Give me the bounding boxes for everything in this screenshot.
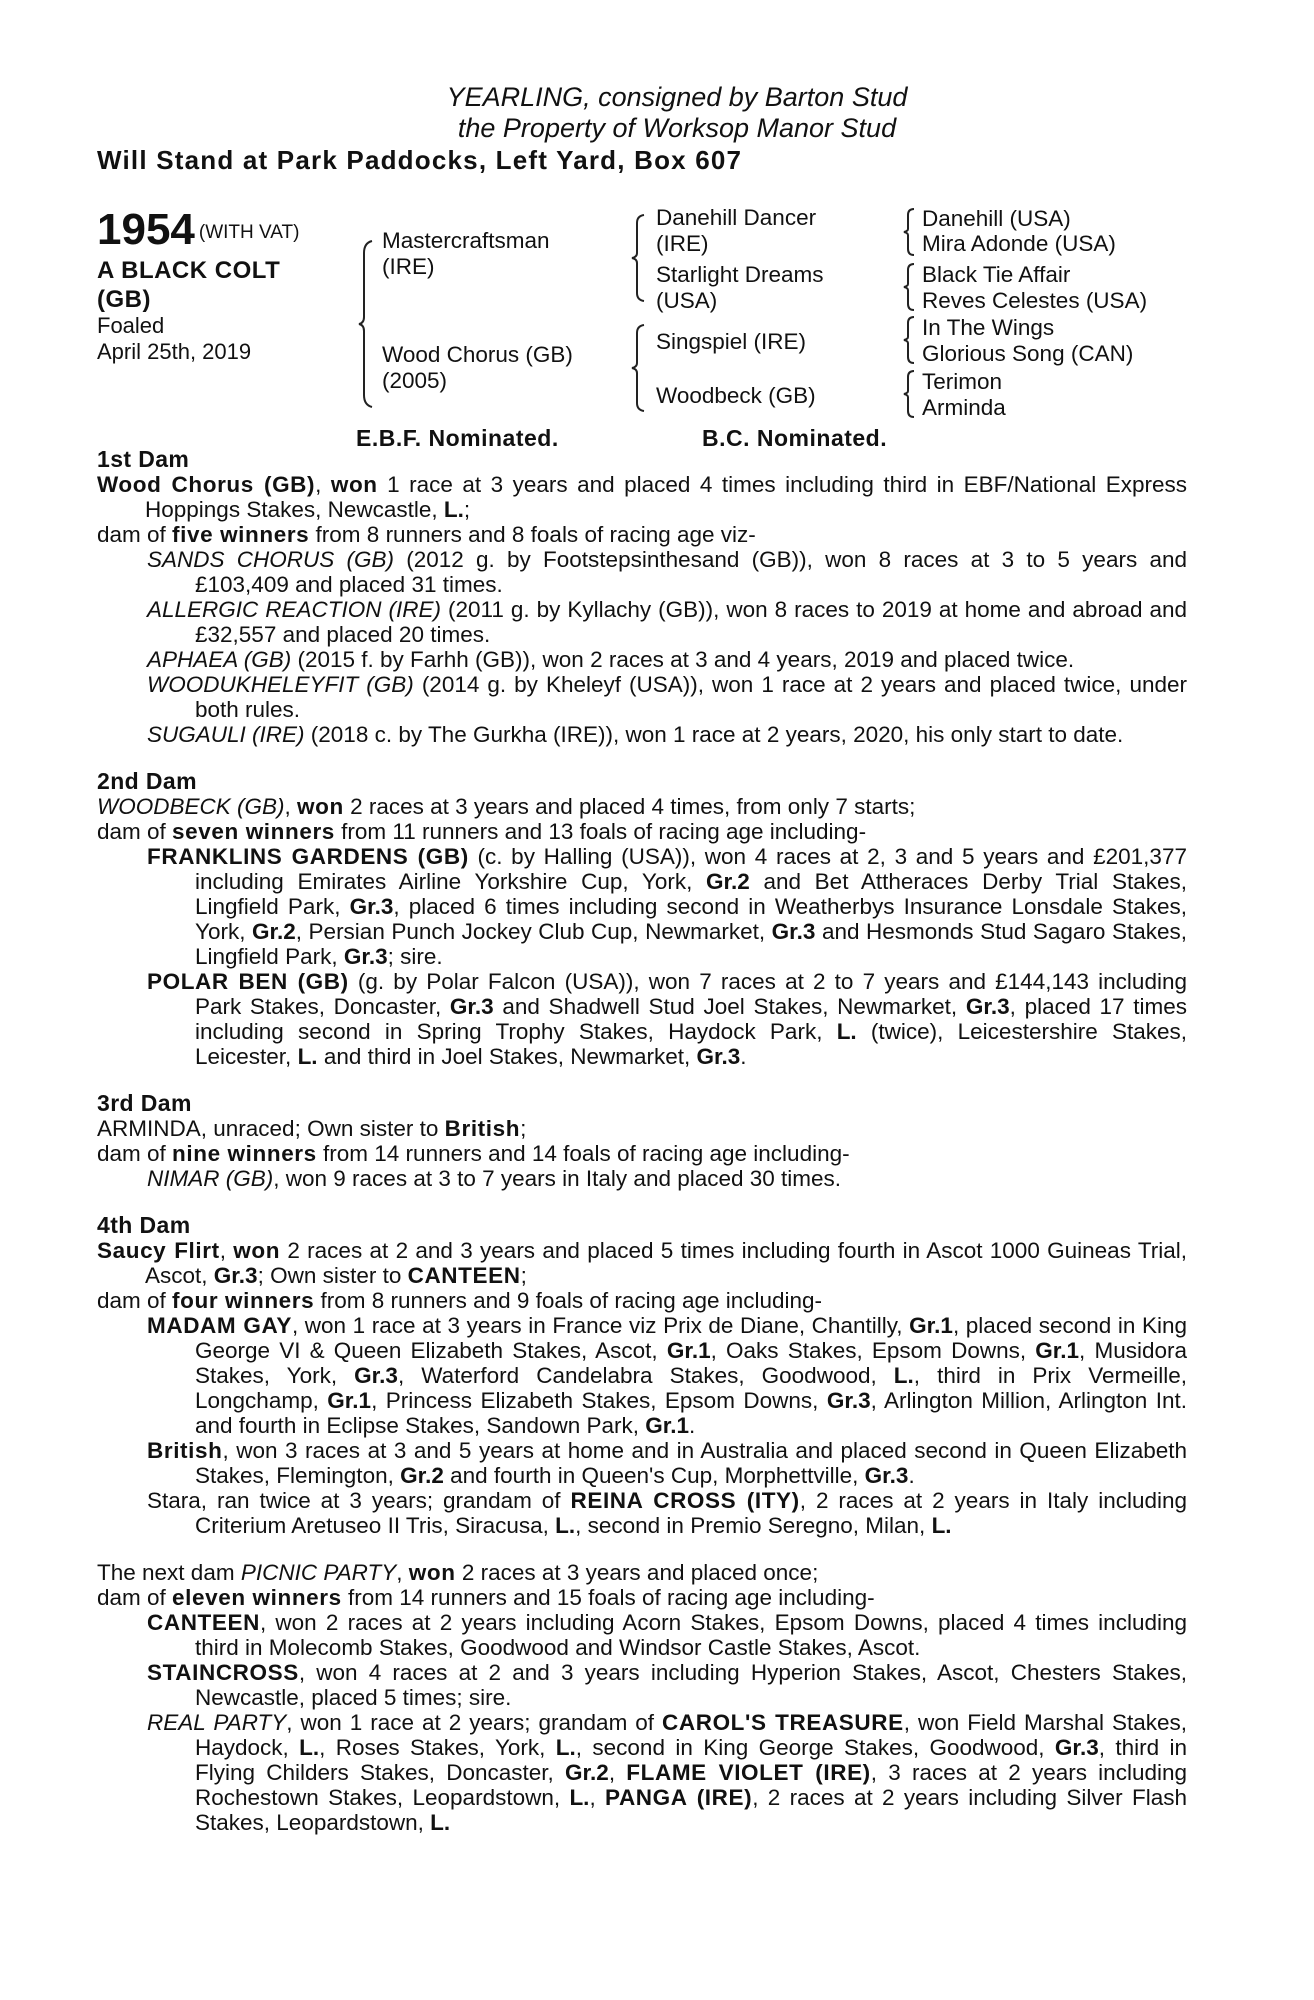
third-dam-produce-summary: dam of nine winners from 14 runners and 14 foals of racing age including- xyxy=(97,1141,850,1166)
ebf-nomination: E.B.F. Nominated. xyxy=(356,425,559,451)
bc-nomination: B.C. Nominated. xyxy=(702,425,888,451)
fourth-dam-heading: 4th Dam xyxy=(97,1212,191,1238)
ggs-1: Danehill (USA) xyxy=(922,206,1071,231)
bracket-gen2-dam xyxy=(630,323,650,413)
progeny-entry: APHAEA (GB) (2015 f. by Farhh (GB)), won 2 races at 3 and 4 years, 2019 and placed twice. xyxy=(147,647,1075,672)
property-line: the Property of Worksop Manor Stud xyxy=(457,113,897,143)
fifth-dam-section xyxy=(97,1560,1187,1835)
sire-sire-origin: (IRE) xyxy=(656,231,709,256)
bracket-gen3-d xyxy=(902,369,918,419)
lot-info xyxy=(97,205,300,365)
dam-sire: Singspiel (IRE) xyxy=(656,329,807,354)
fifth-dam-produce-summary: dam of eleven winners from 14 runners and 15 foals of racing age including- xyxy=(97,1585,875,1610)
third-dam-heading: 3rd Dam xyxy=(97,1090,192,1116)
ggs-4: Terimon xyxy=(922,369,1003,394)
sire-dam: Starlight Dreams xyxy=(656,262,824,287)
fifth-dam-record: The next dam PICNIC PARTY, won 2 races at 3 years and placed once; xyxy=(97,1560,819,1585)
progeny-entry: REAL PARTY, won 1 race at 2 years; grandam of CAROL'S TREASURE, won Field Marshal Stakes, Haydock, L., Roses Stakes, York, L., second in King George Stakes, Goodwood, Gr.3, third in Flying Childers Stakes, Doncaster, Gr.2, FLAME VIOLET (IRE), 3 races at 2 years including Rochestown Stakes, Leopardstown, L., PANGA (IRE), 2 races at 2 years including Silver Flash Stakes, Leopardstown, L. xyxy=(147,1710,1188,1835)
third-dam-section xyxy=(97,1091,1187,1191)
progeny-entry: STAINCROSS, won 4 races at 2 and 3 years including Hyperion Stakes, Ascot, Chesters Stakes, Newcastle, placed 5 times; sire. xyxy=(147,1660,1187,1710)
progeny-entry: CANTEEN, won 2 races at 2 years including Acorn Stakes, Epsom Downs, placed 4 times including third in Molecomb Stakes, Goodwood and Windsor Castle Stakes, Ascot. xyxy=(147,1610,1187,1660)
progeny-entry: British, won 3 races at 3 and 5 years at home and in Australia and placed second in Queen Elizabeth Stakes, Flemington, Gr.2 and fourth in Queen's Cup, Morphettville, Gr.3. xyxy=(147,1438,1187,1488)
pedigree-table xyxy=(0,205,1314,455)
ggs-2: Black Tie Affair xyxy=(922,262,1071,287)
vat-note: (WITH VAT) xyxy=(198,222,300,243)
progeny-entry: SANDS CHORUS (GB) (2012 g. by Footstepsinthesand (GB)), won 8 races at 3 to 5 years and £103,409 and placed 31 times. xyxy=(147,547,1187,597)
dam-year: (2005) xyxy=(382,368,448,393)
third-dam-record: ARMINDA, unraced; Own sister to British; xyxy=(97,1116,527,1141)
horse-origin: (GB) xyxy=(97,286,151,313)
catalogue-body xyxy=(97,447,1187,1835)
consignor-line: YEARLING, consigned by Barton Stud xyxy=(446,82,908,112)
lot-header xyxy=(0,82,1314,175)
sire-sire: Danehill Dancer xyxy=(656,205,817,230)
second-dam-record: WOODBECK (GB), won 2 races at 3 years and placed 4 times, from only 7 starts; xyxy=(97,794,916,819)
ggs-3: In The Wings xyxy=(922,315,1055,340)
bracket-gen3-b xyxy=(902,262,918,312)
first-dam-produce-summary: dam of five winners from 8 runners and 8 foals of racing age viz- xyxy=(97,522,756,547)
first-dam-section xyxy=(97,447,1187,747)
fourth-dam-record: Saucy Flirt, won 2 races at 2 and 3 years and placed 5 times including fourth in Ascot 1000 Guineas Trial, Ascot, Gr.3; Own sister to CANTEEN; xyxy=(97,1238,1188,1288)
sire-origin: (IRE) xyxy=(382,254,435,279)
sire-dam-origin: (USA) xyxy=(656,288,718,313)
second-dam-heading: 2nd Dam xyxy=(97,768,197,794)
sire-name: Mastercraftsman xyxy=(382,228,550,253)
foaled-date: April 25th, 2019 xyxy=(97,339,252,364)
bracket-gen2-sire xyxy=(630,213,650,303)
first-dam-record: Wood Chorus (GB), won 1 race at 3 years and placed 4 times including third in EBF/National Express Hoppings Stakes, Newcastle, L.; xyxy=(97,472,1187,522)
progeny-entry: Stara, ran twice at 3 years; grandam of REINA CROSS (ITY), 2 races at 2 years in Italy including Criterium Aretuseo II Tris, Siracusa, L., second in Premio Seregno, Milan, L. xyxy=(147,1488,1188,1538)
fourth-dam-section xyxy=(97,1213,1187,1538)
progeny-entry: FRANKLINS GARDENS (GB) (c. by Halling (USA)), won 4 races at 2, 3 and 5 years and £201,377 including Emirates Airline Yorkshire Cup, York, Gr.2 and Bet Attheraces Derby Trial Stakes, Lingfield Park, Gr.3, placed 6 times including second in Weatherbys Insurance Lonsdale Stakes, York, Gr.2, Persian Punch Jockey Club Cup, Newmarket, Gr.3 and Hesmonds Stud Sagaro Stakes, Lingfield Park, Gr.3; sire. xyxy=(147,844,1188,969)
fourth-dam-produce-summary: dam of four winners from 8 runners and 9 foals of racing age including- xyxy=(97,1288,823,1313)
progeny-entry: ALLERGIC REACTION (IRE) (2011 g. by Kyllachy (GB)), won 8 races to 2019 at home and abroad and £32,557 and placed 20 times. xyxy=(147,597,1187,647)
first-dam-heading: 1st Dam xyxy=(97,446,190,472)
progeny-entry: MADAM GAY, won 1 race at 3 years in France viz Prix de Diane, Chantilly, Gr.1, placed second in King George VI & Queen Elizabeth Stakes, Ascot, Gr.1, Oaks Stakes, Epsom Downs, Gr.1, Musidora Stakes, York, Gr.3, Waterford Candelabra Stakes, Goodwood, L., third in Prix Vermeille, Longchamp, Gr.1, Princess Elizabeth Stakes, Epsom Downs, Gr.3, Arlington Million, Arlington Int. and fourth in Eclipse Stakes, Sandown Park, Gr.1. xyxy=(147,1313,1187,1438)
ggd-2: Reves Celestes (USA) xyxy=(922,288,1148,313)
second-dam-section xyxy=(97,769,1187,1069)
ggd-3: Glorious Song (CAN) xyxy=(922,341,1134,366)
ggd-1: Mira Adonde (USA) xyxy=(922,231,1116,256)
dam-dam: Woodbeck (GB) xyxy=(656,383,816,408)
bracket-gen3-a xyxy=(902,207,918,257)
foaled-label: Foaled xyxy=(97,313,165,338)
ggd-4: Arminda xyxy=(922,395,1006,420)
progeny-entry: WOODUKHELEYFIT (GB) (2014 g. by Kheleyf (USA)), won 1 race at 2 years and placed twice, under both rules. xyxy=(147,672,1187,722)
lot-number: 1954 xyxy=(97,205,195,254)
progeny-entry: NIMAR (GB), won 9 races at 3 to 7 years in Italy and placed 30 times. xyxy=(147,1166,842,1191)
progeny-entry: SUGAULI (IRE) (2018 c. by The Gurkha (IRE)), won 1 race at 2 years, 2020, his only start to date. xyxy=(147,722,1124,747)
stabling-line: Will Stand at Park Paddocks, Left Yard, Box 607 xyxy=(97,145,743,175)
bracket-gen1 xyxy=(358,239,378,409)
second-dam-produce-summary: dam of seven winners from 11 runners and 13 foals of racing age including- xyxy=(97,819,867,844)
progeny-entry: POLAR BEN (GB) (g. by Polar Falcon (USA)), won 7 races at 2 to 7 years and £144,143 including Park Stakes, Doncaster, Gr.3 and Shadwell Stud Joel Stakes, Newmarket, Gr.3, placed 17 times including second in Spring Trophy Stakes, Haydock Park, L. (twice), Leicestershire Stakes, Leicester, L. and third in Joel Stakes, Newmarket, Gr.3. xyxy=(147,969,1187,1069)
dam-name: Wood Chorus (GB) xyxy=(382,342,573,367)
bracket-gen3-c xyxy=(902,315,918,365)
horse-description: A BLACK COLT xyxy=(97,257,281,284)
